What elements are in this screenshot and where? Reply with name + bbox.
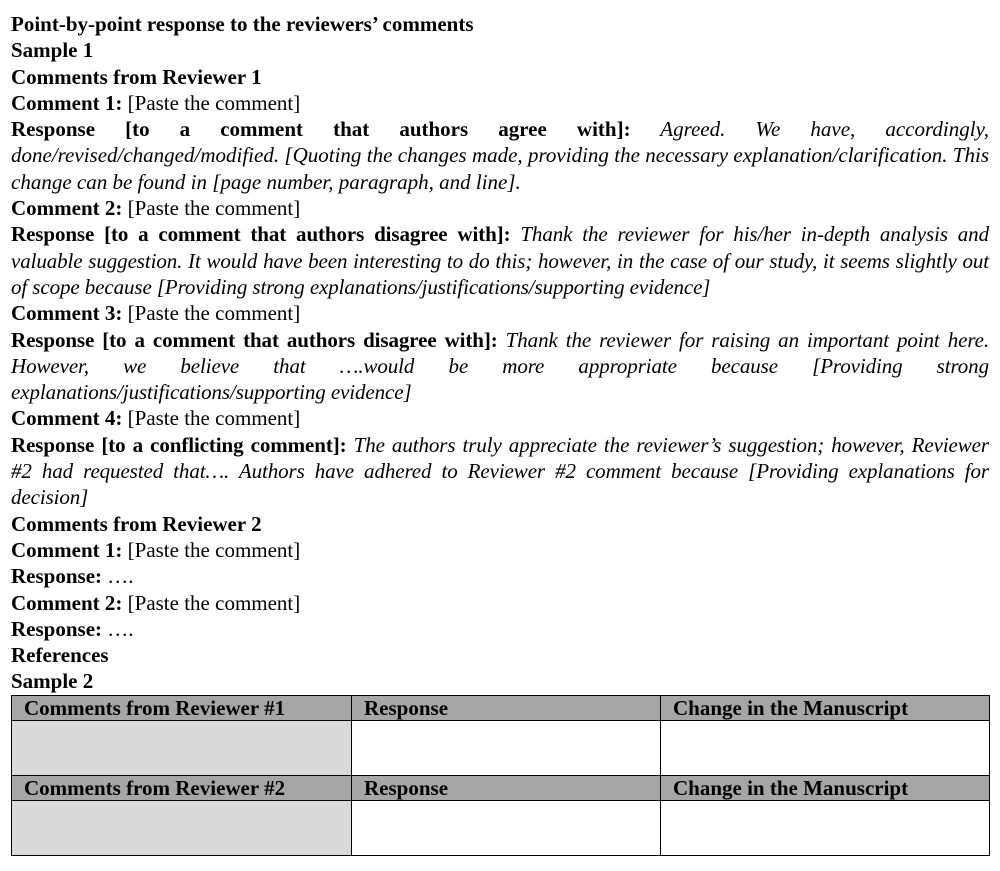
table-cell[interactable] xyxy=(12,720,352,775)
comment-label: Comment 3: xyxy=(11,301,123,326)
table-row xyxy=(12,800,990,855)
response-table xyxy=(11,695,990,856)
r1-response-2 xyxy=(11,221,989,300)
response-text: …. xyxy=(102,564,134,589)
table-row xyxy=(12,720,990,775)
r2-comment-2 xyxy=(11,590,989,616)
response-text: Thank the reviewer for raising an important point here. However, we believe that ….would be more appropriate because [Providing strong explanations/justifications/supporting evidence] xyxy=(11,327,989,405)
response-text: Agreed. We have, accordingly, done/revised/changed/modified. [Quoting the changes made, providing the necessary explanation/clarification. This change can be found in [page number, paragraph, and line]. xyxy=(11,117,989,194)
document-title: Point-by-point response to the reviewers’ comments xyxy=(11,12,474,36)
sample-2-heading: Sample 2 xyxy=(11,669,94,694)
table-header-row xyxy=(12,695,990,720)
table-cell[interactable] xyxy=(12,800,352,855)
response-text: The authors truly appreciate the reviewer’s suggestion; however, Reviewer #2 had requested that…. Authors have adhered to Reviewer #2 comment because [Providing explanations for decision] xyxy=(11,432,989,510)
response-label: Response [to a conflicting comment]: xyxy=(11,432,347,457)
r1-response-1 xyxy=(11,116,989,195)
table-header-cell: Comments from Reviewer #2 xyxy=(12,775,352,800)
reviewer-2-heading: Comments from Reviewer 2 xyxy=(11,511,262,536)
r1-comment-1 xyxy=(11,90,989,116)
response-text: …. xyxy=(102,616,134,641)
comment-label: Comment 4: xyxy=(11,406,123,431)
response-text: Thank the reviewer for his/her in-depth analysis and valuable suggestion. It would have been interesting to do this; however, in the case of our study, it seems slightly out of scope because [Providing strong explanations/justifications/supporting evidence] xyxy=(11,222,989,299)
r1-comment-4 xyxy=(11,405,989,431)
comment-text: [Paste the comment] xyxy=(122,301,301,326)
r2-response-1 xyxy=(11,563,989,589)
table-cell[interactable] xyxy=(352,720,661,775)
r1-response-3 xyxy=(11,327,989,406)
table-header-cell: Comments from Reviewer #1 xyxy=(12,695,352,720)
response-label: Response [to a comment that authors agree with]: xyxy=(11,117,631,142)
comment-label: Comment 1: xyxy=(11,90,123,115)
response-label: Response: xyxy=(11,616,103,641)
comment-text: [Paste the comment] xyxy=(122,590,301,615)
comment-label: Comment 1: xyxy=(11,537,123,562)
comment-text: [Paste the comment] xyxy=(122,537,301,562)
comment-text: [Paste the comment] xyxy=(122,406,301,431)
r1-comment-2 xyxy=(11,195,989,221)
table-header-cell: Response xyxy=(352,695,661,720)
table-cell[interactable] xyxy=(352,800,661,855)
response-label: Response [to a comment that authors disagree with]: xyxy=(11,327,498,352)
references-heading: References xyxy=(11,643,109,668)
sample-1-heading: Sample 1 xyxy=(11,38,94,63)
table-cell[interactable] xyxy=(661,800,990,855)
r2-comment-1 xyxy=(11,537,989,563)
response-label: Response: xyxy=(11,564,103,589)
comment-label: Comment 2: xyxy=(11,590,123,615)
table-header-cell: Response xyxy=(352,775,661,800)
comment-text: [Paste the comment] xyxy=(122,196,301,221)
comment-text: [Paste the comment] xyxy=(122,90,301,115)
reviewer-1-heading: Comments from Reviewer 1 xyxy=(11,64,262,89)
comment-label: Comment 2: xyxy=(11,196,123,221)
table-header-cell: Change in the Manuscript xyxy=(661,775,990,800)
r2-response-2 xyxy=(11,616,989,642)
r1-response-4 xyxy=(11,432,989,511)
r1-comment-3 xyxy=(11,300,989,326)
response-label: Response [to a comment that authors disagree with]: xyxy=(11,222,511,247)
table-cell[interactable] xyxy=(661,720,990,775)
table-header-cell: Change in the Manuscript xyxy=(661,695,990,720)
table-header-row xyxy=(12,775,990,800)
